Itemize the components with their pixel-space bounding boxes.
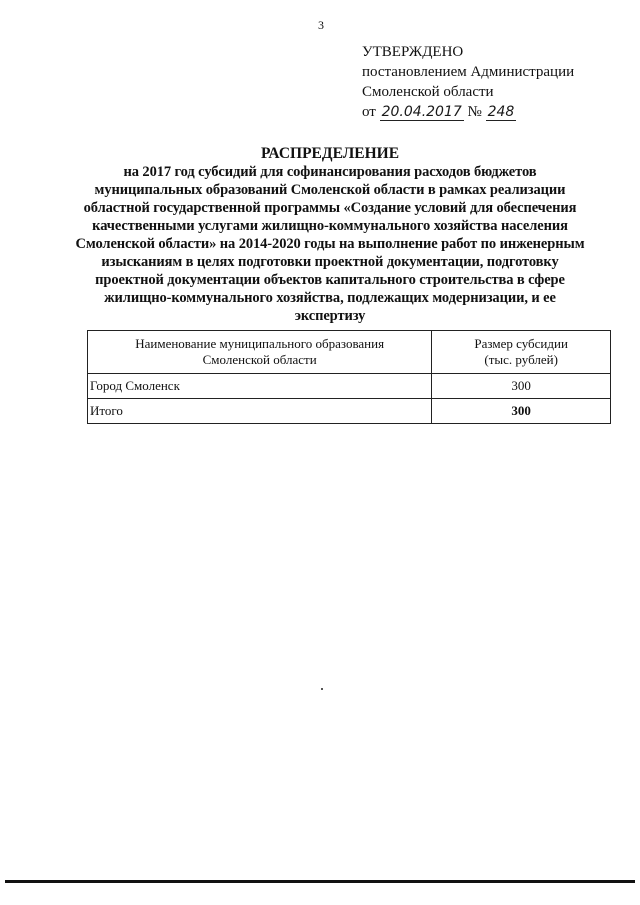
header-municipality-line1: Наименование муниципального образования [135, 336, 385, 351]
approval-stamp [362, 42, 574, 122]
number-sign: № [467, 104, 482, 120]
document-title-block [60, 145, 600, 325]
description-line: проектной документации объектов капитального строительства в сфере [95, 272, 565, 288]
subsidy-table [87, 330, 611, 424]
description-line: экспертизу [294, 308, 366, 324]
total-label: Итого [88, 399, 432, 424]
approval-date-line [362, 102, 574, 122]
approval-issuer: постановлением Администрации [362, 64, 575, 80]
description-line: муниципальных образований Смоленской области в рамках реализации [94, 182, 566, 198]
table-total-row [88, 399, 611, 424]
page-number: 3 [318, 18, 324, 32]
handwritten-date: 20.04.2017 [381, 104, 462, 120]
description-line: Смоленской области» на 2014-2020 годы на выполнение работ по инженерным [75, 236, 585, 252]
header-amount-line1: Размер субсидии [474, 336, 568, 351]
municipality-name: Город Смоленск [88, 374, 432, 399]
handwritten-number: 248 [487, 104, 515, 120]
header-municipality-line2: Смоленской области [202, 352, 317, 367]
description-line: изысканиям в целях подготовки проектной документации, подготовку [101, 254, 559, 270]
approval-heading: УТВЕРЖДЕНО [362, 44, 464, 60]
description-line: на 2017 год субсидий для софинансирования расходов бюджетов [123, 164, 537, 180]
description-line: качественными услугами жилищно-коммунального хозяйства населения [92, 218, 568, 234]
approval-region: Смоленской области [362, 84, 494, 100]
date-prefix: от [362, 104, 376, 120]
header-amount [432, 331, 611, 374]
table-row [88, 374, 611, 399]
description-line: областной государственной программы «Создание условий для обеспечения [83, 200, 577, 216]
scan-speck [321, 688, 323, 690]
total-amount: 300 [432, 399, 611, 424]
subsidy-amount: 300 [432, 374, 611, 399]
description-line: жилищно-коммунального хозяйства, подлежащих модернизации, и ее [104, 290, 556, 306]
header-municipality [88, 331, 432, 374]
table-header-row [88, 331, 611, 374]
header-amount-line2: (тыс. рублей) [484, 352, 558, 367]
document-title: РАСПРЕДЕЛЕНИЕ [260, 145, 400, 162]
scan-bottom-edge [5, 880, 635, 883]
